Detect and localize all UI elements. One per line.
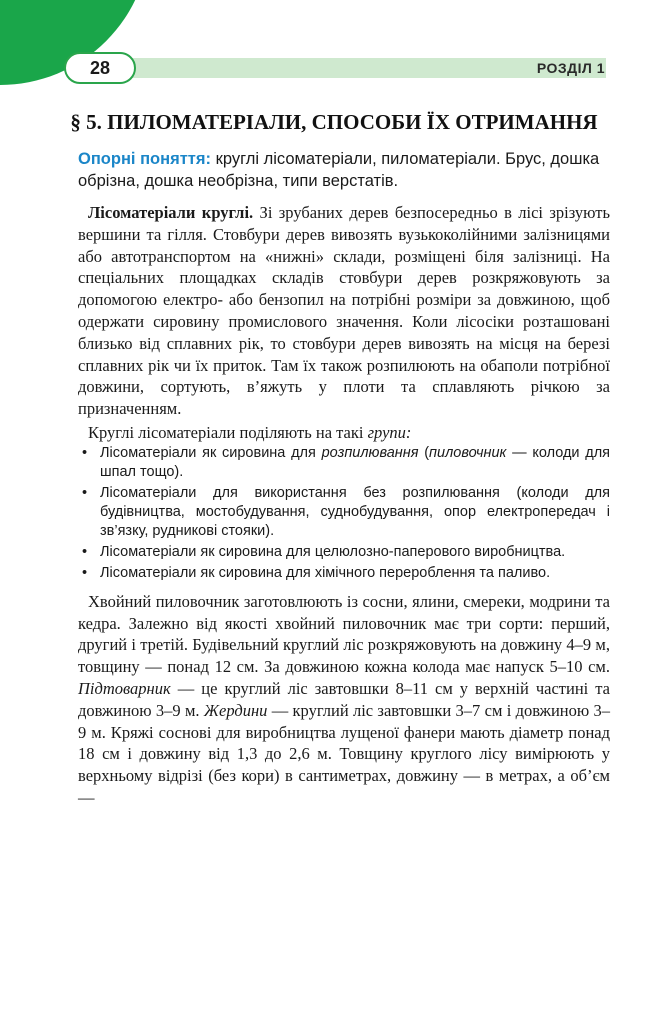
page-content [78, 148, 610, 809]
list-item-text: Лісоматеріали як сировина для хімічного перероблення та паливо. [100, 564, 551, 581]
bullet-icon: • [82, 484, 88, 501]
paragraph-lead: Лісоматеріали круглі. [88, 203, 254, 222]
list-item-text: Лісоматеріали як сировина для целюлозно-паперового виробництва. [100, 543, 566, 560]
key-concepts-label: Опорні поняття: [78, 150, 212, 168]
groups-intro-emph: групи: [367, 422, 412, 442]
bullet-icon: • [82, 543, 88, 560]
paragraph-text: Хвойний пиловочник заготовлюють із сосни, ялини, смереки, модрини та кедра. Залежно від якості хвойний пиловочник має три сорти: перший, другий і третій. Будівельний круглий ліс розкряжовують на довжину 4–9 м, товщину — понад 12 см. За довжиною кожна колода має напуск 5–10 см. [78, 591, 610, 677]
list-item-text: Лісоматеріали для використання без розпилювання (колоди для будівництва, мостобудування, суднобудування, опор електропередач і зв’язку, рудникові стояки). [100, 484, 610, 539]
list-item [78, 444, 610, 482]
list-item [78, 484, 610, 541]
list-item [78, 564, 610, 583]
groups-list [78, 444, 610, 583]
list-item-emph: пиловочник [429, 444, 507, 461]
paragraph-round-timber [78, 202, 610, 420]
page-number: 28 [64, 52, 136, 84]
term-podtovarnyk: Підтоварник [78, 678, 171, 698]
bullet-icon: • [82, 564, 88, 581]
list-item [78, 543, 610, 562]
paragraph-text: — круглий ліс завтовшки 3–7 см і довжиною 3–9 м. Кряжі соснові для виробництва лущеної фанери мають діаметр понад 18 см і довжину від 1,3 до 2,6 м. Товщину круглого лісу вимірюють у верхньому відрізі (без кори) в сантиметрах, довжину — в метрах, а об’єм — [78, 700, 611, 807]
paragraph-softwood [78, 591, 610, 809]
list-item-text: — колоди для шпал тощо). [100, 444, 611, 480]
header-bar [96, 58, 606, 78]
list-item-emph: розпилювання [321, 444, 419, 461]
paragraph-text: Зі зрубаних дерев безпосередньо в лісі зрізують вершини та гілля. Стовбури дерев вивозять вузькоколійними залізницями або автотранспортом на «нижні» склади, розміщені біля залізниці. На спеціальних площадках складів стовбури дерев розкряжовують за допомогою електро- або бензопил на потрібні розміри за довжиною, щоб одержати сировину промислового значення. Коли лісосіки розташовані близько від сплавних рік, то стовбури дерев вивозять на місця на березі сплавних рік чи їх приток. Там їх також розпилюють на обаполи потрібної довжини, сортують, в’яжуть у плоти та сплавляють річкою за призначенням. [78, 203, 611, 419]
list-item-text: ( [424, 444, 430, 461]
key-concepts [78, 148, 610, 192]
list-item-text: Лісоматеріали як сировина для [100, 444, 316, 461]
page-title: § 5. ПИЛОМАТЕРІАЛИ, СПОСОБИ ЇХ ОТРИМАННЯ [70, 110, 598, 134]
term-zherdyny: Жердини [203, 700, 268, 720]
groups-intro-text: Круглі лісоматеріали поділяють на такі [88, 422, 364, 442]
bullet-icon: • [82, 444, 88, 461]
key-concepts-text: круглі лісоматеріали, пиломатеріали. Брус, дошка обрізна, дошка необрізна, типи верстатів. [78, 150, 600, 190]
groups-intro [78, 422, 610, 444]
paragraph-text: — це круглий ліс завтовшки 8–11 см у верхній частині та довжиною 3–9 м. [78, 678, 611, 720]
section-label: РОЗДІЛ 1 [536, 60, 605, 76]
